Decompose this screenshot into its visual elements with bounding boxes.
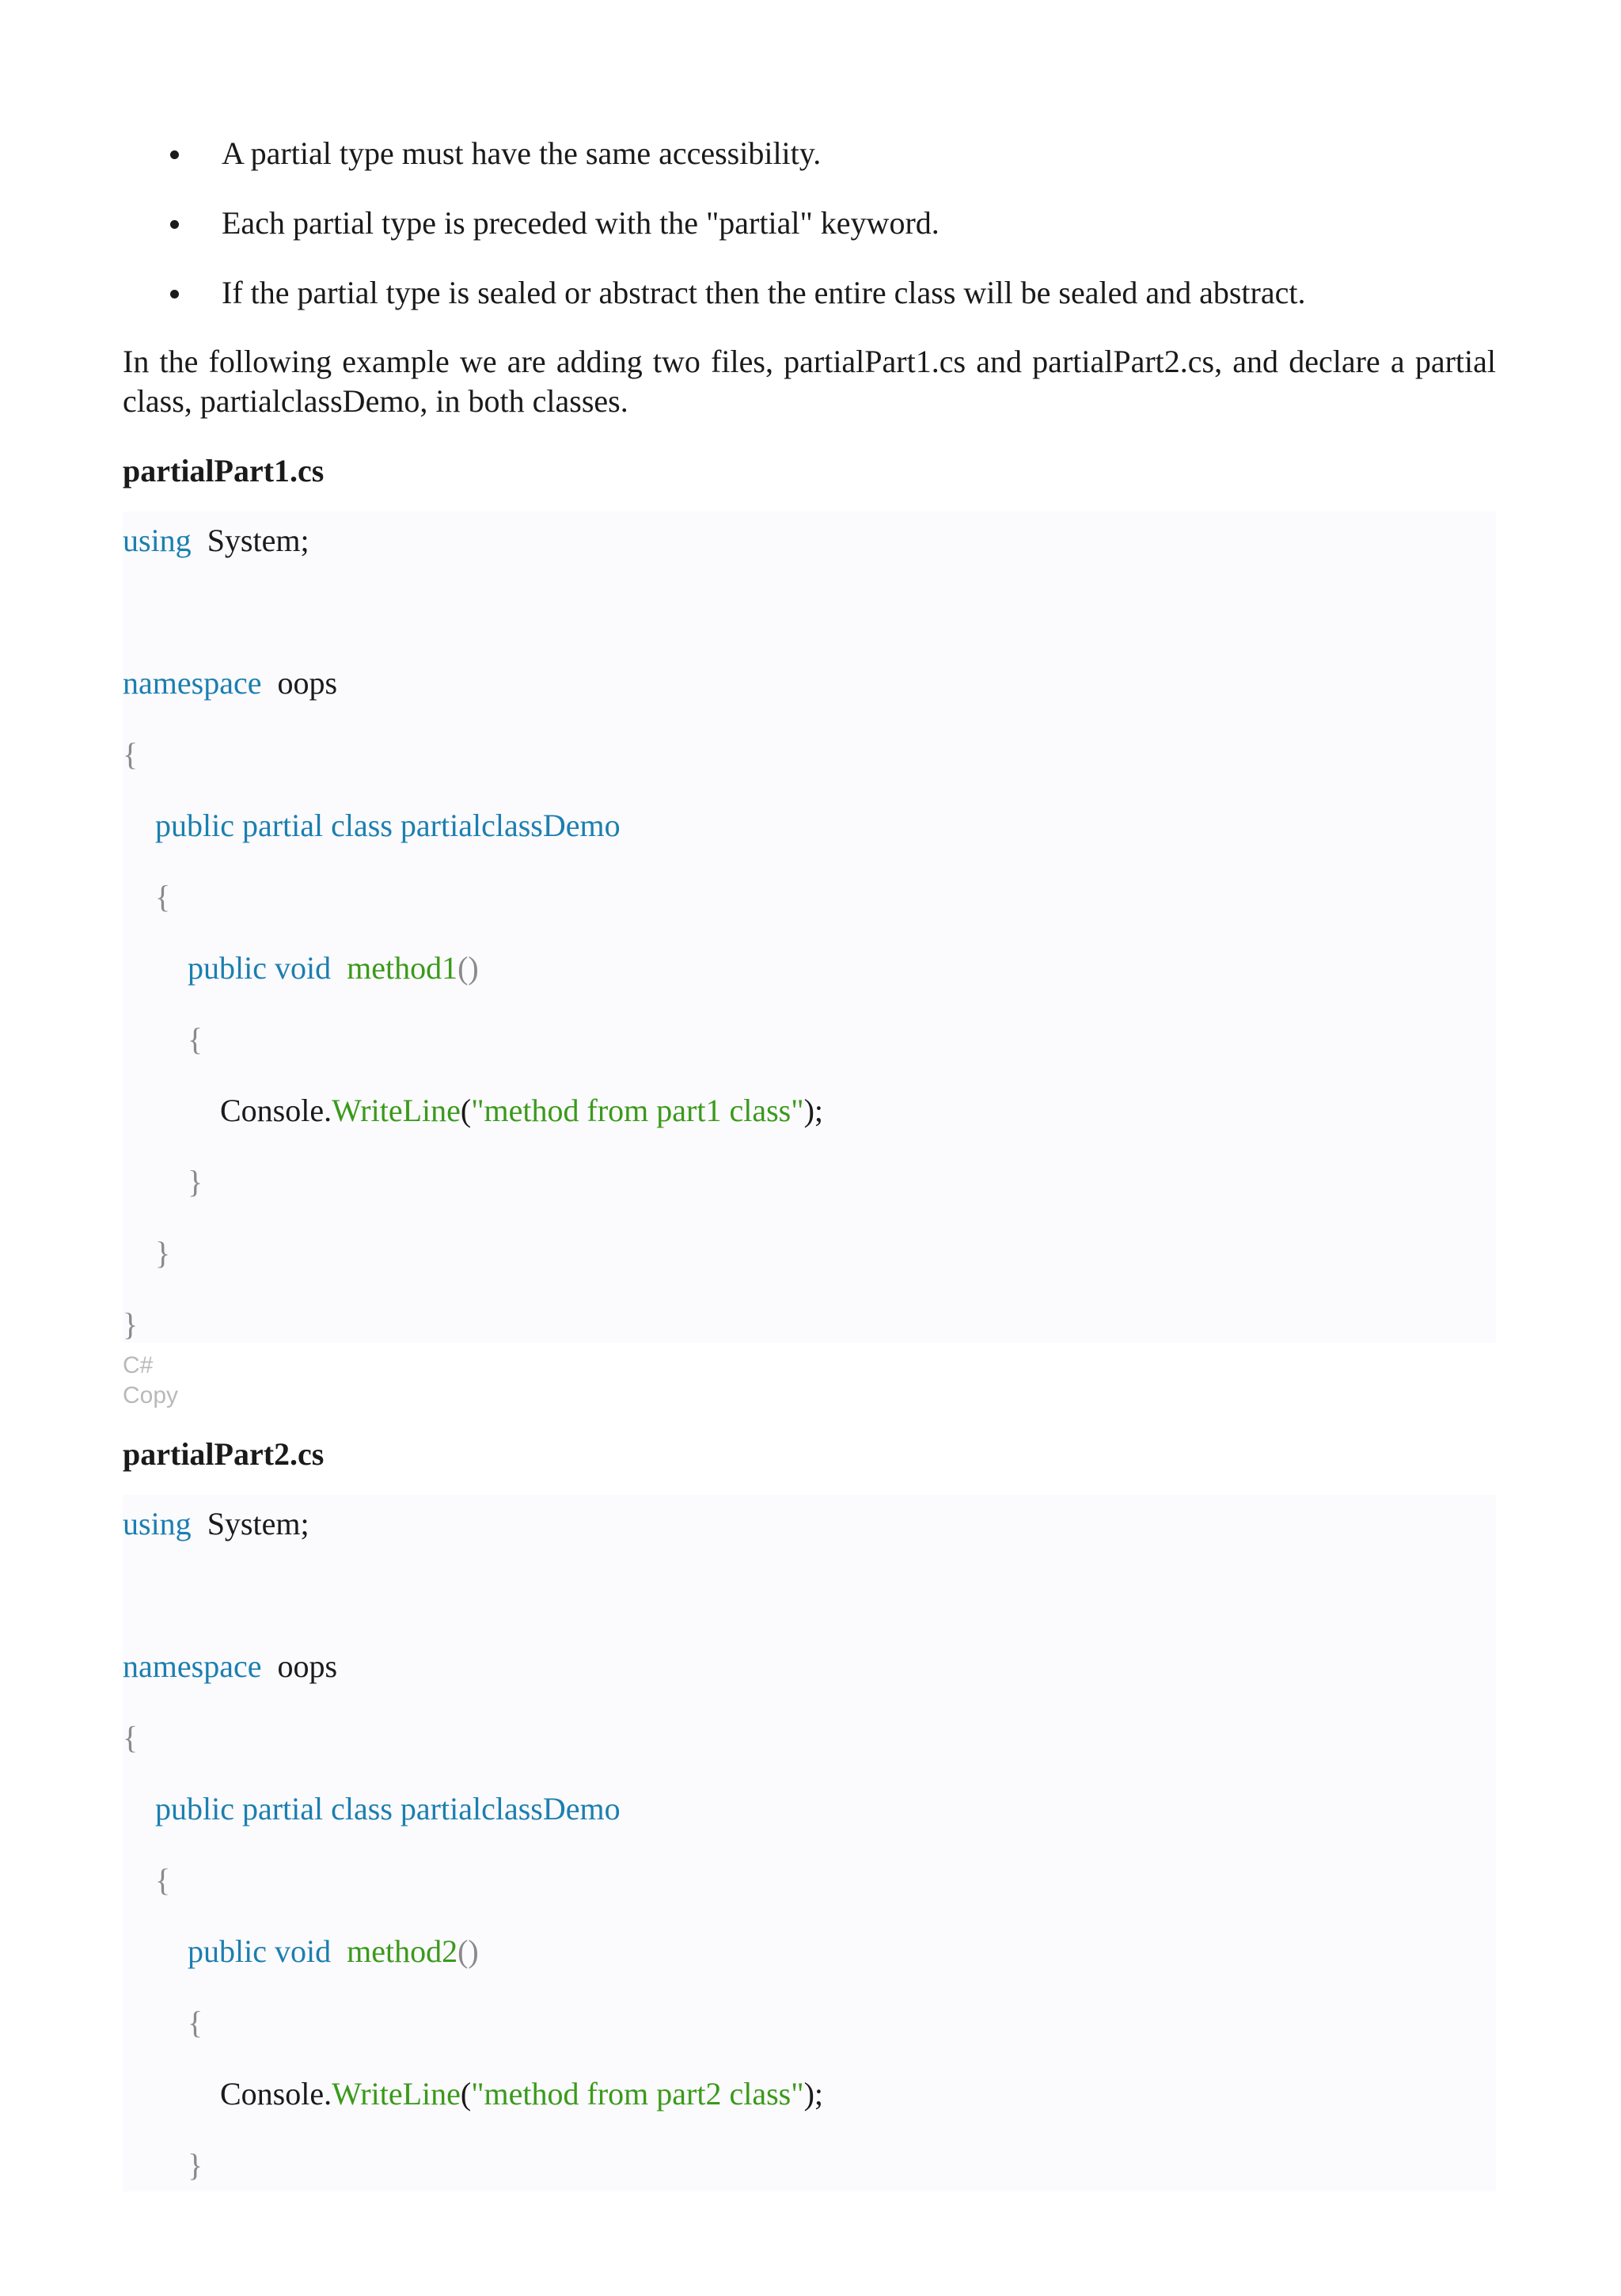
- code-line-brace: }: [188, 1164, 203, 1199]
- bullet-dot-icon: [170, 220, 179, 229]
- code-line-brace: {: [155, 879, 171, 914]
- copy-button[interactable]: Copy: [123, 1382, 179, 1408]
- code-line-brace: {: [188, 2005, 203, 2040]
- code-line-brace: }: [155, 1235, 171, 1271]
- code-line-using: using System;: [123, 1506, 309, 1541]
- bullet-dot-icon: [170, 290, 179, 298]
- code-line-namespace: namespace oops: [123, 665, 338, 701]
- file2-title: partialPart2.cs: [123, 1436, 325, 1472]
- code-line-blank: [123, 592, 1496, 632]
- bullet-item: Each partial type is preceded with the "partial" keyword.: [123, 204, 1496, 242]
- code-line-statement: Console.WriteLine("method from part1 class");: [220, 1093, 823, 1128]
- code-line-blank: [123, 1576, 1496, 1615]
- code-block-background: [123, 511, 1496, 1343]
- bullet-item: If the partial type is sealed or abstract then the entire class will be sealed and abstract.: [123, 274, 1496, 312]
- code-line-method-decl: public void method2(): [188, 1933, 479, 1969]
- code-line-statement: Console.WriteLine("method from part2 class");: [220, 2076, 823, 2112]
- document-page: [123, 135, 1496, 2185]
- bullet-dot-icon: [170, 150, 179, 159]
- code-line-using: using System;: [123, 523, 309, 558]
- code-line-class-decl: public partial class partialclassDemo: [155, 808, 621, 843]
- bullet-item: A partial type must have the same accessibility.: [123, 135, 1496, 173]
- code-line-namespace: namespace oops: [123, 1648, 338, 1684]
- file1-title: partialPart1.cs: [123, 453, 325, 488]
- code-line-brace: }: [123, 1306, 139, 1342]
- code-line-method-decl: public void method1(): [188, 950, 479, 986]
- code-block-2: [123, 1504, 1496, 2185]
- code-line-brace: {: [123, 736, 139, 772]
- code-line-brace: }: [188, 2147, 203, 2183]
- code-line-brace: {: [155, 1862, 171, 1898]
- code-block-1: [123, 521, 1496, 1344]
- code-block-1-meta: [123, 1351, 1496, 1411]
- code-line-class-decl: public partial class partialclassDemo: [155, 1791, 621, 1827]
- bullet-list: [123, 135, 1496, 312]
- code-line-brace: {: [188, 1021, 203, 1057]
- code-line-brace: {: [123, 1720, 139, 1755]
- language-label: C#: [123, 1352, 154, 1378]
- intro-paragraph: In the following example we are adding two files, partialPart1.cs and partialPart2.cs, and declare a partial class, partialclassDemo, in both classes.: [123, 344, 1496, 419]
